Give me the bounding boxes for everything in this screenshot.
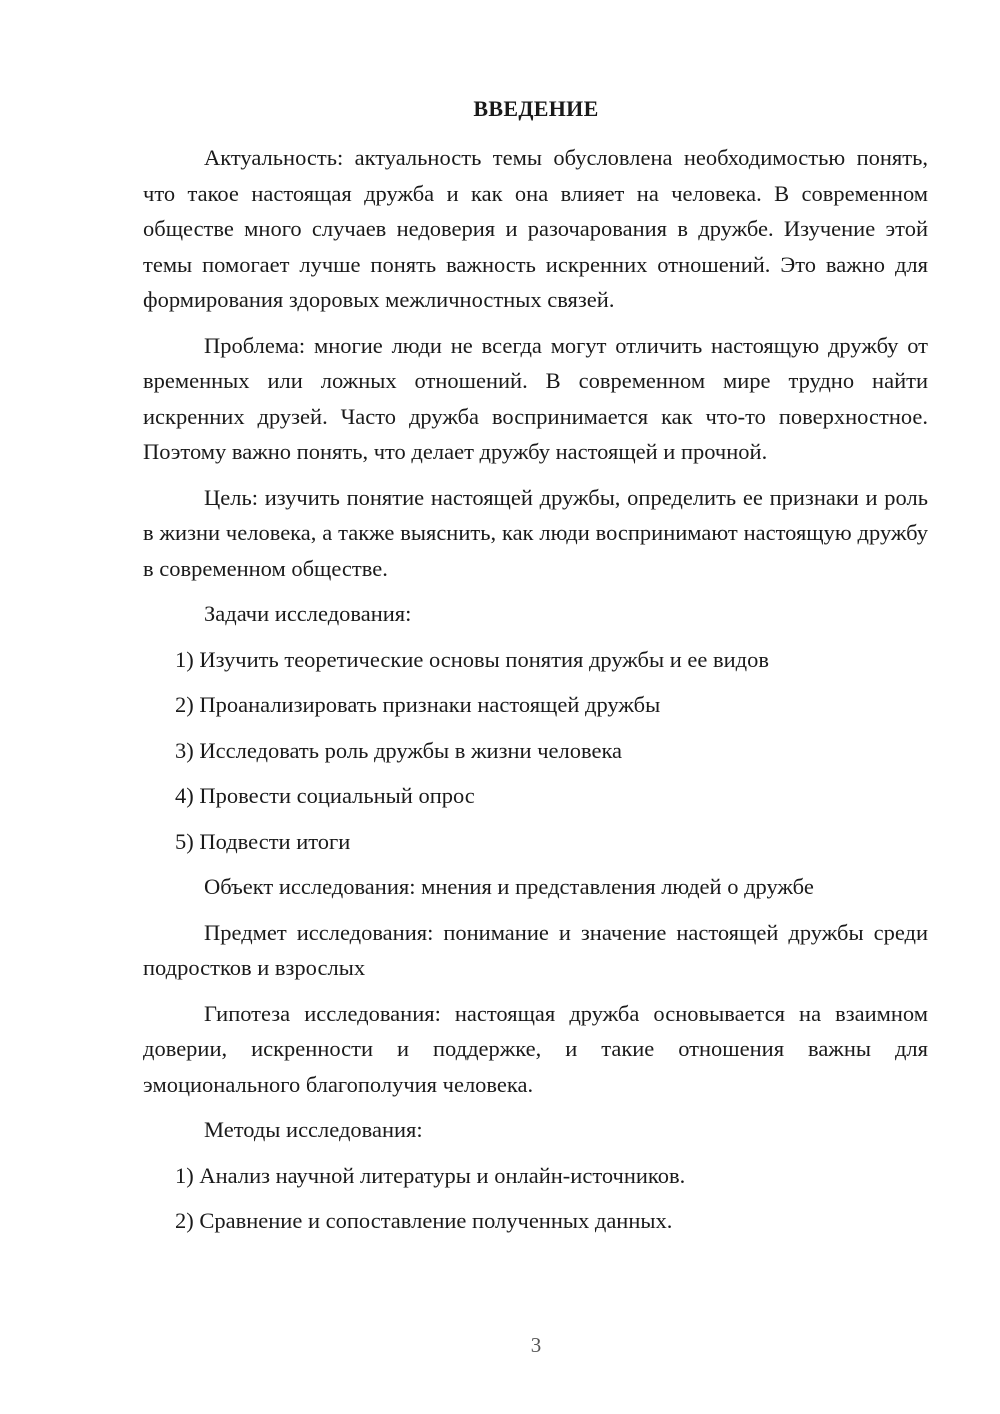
object-paragraph: Объект исследования: мнения и представления людей о дружбе [204,874,814,899]
task-item: 5) Подвести итоги [175,828,351,854]
goal-paragraph: Цель: изучить понятие настоящей дружбы, определить ее признаки и роль в жизни человека, а также выяснить, как люди воспринимают настоящую дружбу в современном обществе. [143,484,928,581]
task-item: 3) Исследовать роль дружбы в жизни человека [175,737,623,763]
document-body [143,140,928,1249]
method-item: 2) Сравнение и сопоставление полученных данных. [175,1208,673,1233]
task-item: 1) Изучить теоретические основы понятия дружбы и ее видов [175,646,769,672]
task-item: 4) Провести социальный опрос [175,783,475,808]
page-number: 3 [530,1333,542,1357]
tasks-list [143,642,928,860]
section-title: ВВЕДЕНИЕ [473,96,599,121]
methods-label: Методы исследования: [204,1117,423,1142]
methods-list [143,1158,928,1239]
hypothesis-paragraph: Гипотеза исследования: настоящая дружба основывается на взаимном доверии, искренности и поддержке, и такие отношения важны для эмоционального благополучия человека. [143,1000,928,1097]
problem-paragraph: Проблема: многие люди не всегда могут отличить настоящую дружбу от временных или ложных отношений. В современном мире трудно найти искренних друзей. Часто дружба воспринимается как что-то поверхностное. Поэтому важно понять, что делает дружбу настоящей и прочной. [143,332,928,464]
method-item: 1) Анализ научной литературы и онлайн-источников. [175,1162,686,1188]
task-item: 2) Проанализировать признаки настоящей дружбы [175,692,661,717]
subject-paragraph: Предмет исследования: понимание и значение настоящей дружбы среди подростков и взрослых [143,919,928,980]
relevance-paragraph: Актуальность: актуальность темы обусловлена необходимостью понять, что такое настоящая дружба и как она влияет на человека. В современном обществе много случаев недоверия и разочарования в дружбе. Изучение этой темы помогает лучше понять важность искренних отношений. Это важно для формирования здоровых межличностных связей. [143,145,928,312]
tasks-label: Задачи исследования: [204,601,412,626]
